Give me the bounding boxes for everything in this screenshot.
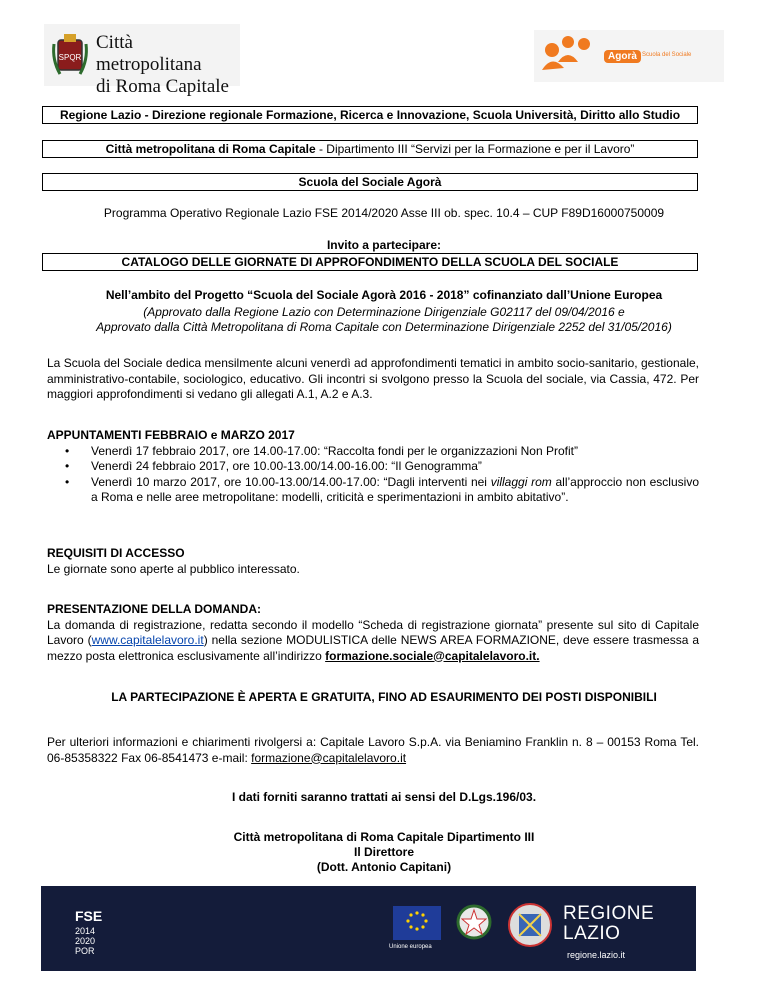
firma-line1: Città metropolitana di Roma Capitale Dipartimento III — [233, 830, 535, 844]
firma-line2: Il Direttore — [353, 845, 414, 859]
logo-text-line1: Città metropolitana — [96, 32, 202, 75]
formazione-email-link[interactable]: formazione@capitalelavoro.it — [251, 750, 407, 765]
approvato-line2: Approvato dalla Città Metropolitana di Roma Capitale con Determinazione Dirigenziale 2252 del 31/05/2016) — [96, 320, 672, 334]
list-item: • Venerdì 24 febbraio 2017, ore 10.00-13.00/14.00-16.00: “Il Genogramma” — [47, 459, 699, 475]
appuntamenti-title: APPUNTAMENTI FEBBRAIO e MARZO 2017 — [47, 428, 295, 442]
intro-paragraph: La Scuola del Sociale dedica mensilmente alcuni venerdì ad approfondimenti tematici in ambito socio-sanitario, gestionale, amministrativo-contabile, sociologico, educativo. Gli incontri si svolgono presso la Scuola del sociale, via Cassia, 472. Per maggiori approfondimenti si vedano gli allegati A.1, A.2 e A.3. — [47, 356, 699, 401]
regione-lazio-logo: REGIONE LAZIO — [563, 903, 655, 944]
citta-metropolitana-logo — [44, 24, 240, 97]
regione-url: regione.lazio.it — [567, 950, 626, 960]
por-logo: 2014 2020 POR — [75, 926, 96, 956]
requisiti-section — [47, 546, 699, 577]
eu-label: Unione europea — [389, 944, 432, 950]
crest-icon — [50, 30, 90, 80]
firma-block — [42, 830, 726, 875]
info-paragraph: Per ulteriori informazioni e chiarimenti rivolgersi a: Capitale Lavoro S.p.A. via Beniamino Franklin n. 8 – 00153 Roma Tel. 06-85358322 Fax 06-8541473 e-mail: formazione@capitalelavoro.it — [47, 735, 699, 765]
scuola-box — [42, 173, 698, 191]
firma-line3: (Dott. Antonio Capitani) — [316, 860, 452, 874]
agora-logo — [534, 30, 724, 82]
citta-text-rest: - Dipartimento III “Servizi per la Formazione e per il Lavoro” — [315, 142, 635, 156]
list-item: • Venerdì 10 marzo 2017, ore 10.00-13.00/14.00-17.00: “Dagli interventi nei villaggi rom all’approccio non esclusivo a Roma e nelle aree metropolitane: modelli, criticità e sperimentazioni in ambito abitativo”. — [47, 475, 699, 506]
regione-text: Regione Lazio - Direzione regionale Formazione, Ricerca e Innovazione, Scuola Università, Diritto allo Studio — [59, 108, 681, 122]
formazione-sociale-email[interactable]: formazione.sociale@capitalelavoro.it. — [325, 648, 540, 663]
scuola-text: Scuola del Sociale Agorà — [298, 175, 442, 189]
logo-text-line2: di Roma Capitale — [96, 76, 229, 97]
agora-people-icon — [538, 32, 608, 72]
agora-subtitle: Scuola del Sociale — [642, 52, 692, 58]
programma-line: Programma Operativo Regionale Lazio FSE 2014/2020 Asse III ob. spec. 10.4 – CUP F89D16000750009 — [103, 206, 665, 220]
catalogo-box — [42, 253, 698, 271]
ambito-heading: Nell’ambito del Progetto “Scuola del Sociale Agorà 2016 - 2018” cofinanziato dall’Unione Europea — [105, 288, 663, 302]
catalogo-heading: CATALOGO DELLE GIORNATE DI APPROFONDIMENTO DELLA SCUOLA DEL SOCIALE — [121, 255, 619, 269]
presentazione-title: PRESENTAZIONE DELLA DOMANDA: — [47, 602, 261, 616]
privacy-note: I dati forniti saranno trattati ai sensi del D.Lgs.196/03. — [231, 790, 537, 804]
appuntamenti-list — [47, 444, 699, 506]
citta-text-bold: Città metropolitana di Roma Capitale — [105, 142, 316, 156]
requisiti-title: REQUISITI DI ACCESSO — [47, 546, 185, 560]
partecipazione-heading: LA PARTECIPAZIONE È APERTA E GRATUITA, FINO AD ESAURIMENTO DEI POSTI DISPONIBILI — [111, 690, 657, 704]
footer-banner — [41, 886, 696, 971]
eu-flag-icon — [393, 906, 441, 940]
presentazione-section: PRESENTAZIONE DELLA DOMANDA: La domanda di registrazione, redatta secondo il modello “Scheda di registrazione giornata” presente sul sito di Capitale Lavoro (www.capitalelavoro.it) nella sezione MODULISTICA delle NEWS AREA FORMAZIONE, deve essere trasmessa a mezzo posta elettronica esclusivamente all’indirizzo formazione.sociale@capitalelavoro.it. — [47, 602, 699, 663]
citta-box — [42, 140, 698, 158]
invito-heading: Invito a partecipare: — [326, 238, 442, 252]
approvato-line1: (Approvato dalla Regione Lazio con Determinazione Dirigenziale G02117 del 09/04/2016 e — [143, 305, 625, 319]
regione-lazio-emblem-icon — [507, 902, 553, 948]
capitalelavoro-link[interactable]: www.capitalelavoro.it — [91, 633, 204, 647]
appuntamenti-section — [47, 428, 699, 506]
requisiti-text: Le giornate sono aperte al pubblico interessato. — [47, 561, 300, 576]
fse-logo: FSE — [75, 908, 103, 924]
regione-box — [42, 106, 698, 124]
italy-emblem-icon — [455, 902, 493, 948]
svg-text:SPQR: SPQR — [58, 53, 82, 62]
list-item: • Venerdì 17 febbraio 2017, ore 14.00-17.00: “Raccolta fondi per le organizzazioni Non Profit” — [47, 444, 699, 460]
agora-name: Agorà — [604, 50, 641, 63]
